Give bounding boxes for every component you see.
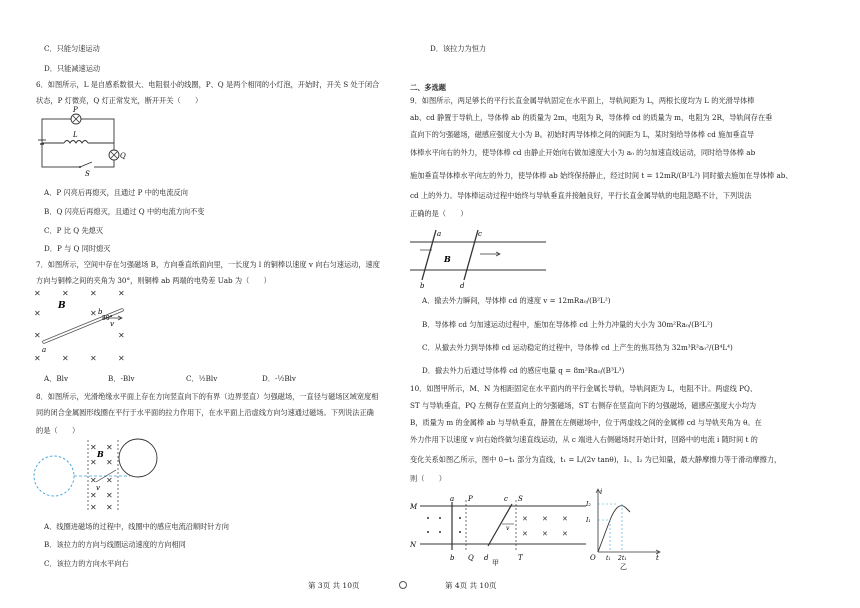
svg-text:✕: ✕ (90, 476, 97, 485)
svg-text:✕: ✕ (562, 515, 568, 523)
q9-label-c: c (478, 230, 482, 238)
q8-label-v: v (96, 484, 100, 492)
footer-page-right: 第 4页 共 10页 (445, 581, 497, 590)
q10-figure-jia (410, 494, 590, 566)
svg-text:✕: ✕ (522, 530, 528, 538)
q6-circuit-figure (30, 106, 140, 178)
q10-caption-yi: 乙 (620, 563, 627, 570)
q7-label-b: B (58, 301, 66, 311)
q7-label-b-end: b (98, 308, 103, 316)
svg-text:✕: ✕ (90, 443, 97, 452)
svg-text:✕: ✕ (106, 503, 113, 512)
svg-text:✕: ✕ (542, 515, 548, 523)
q7-magnetic-field-figure (32, 286, 132, 364)
q10-label-a: a (450, 495, 455, 503)
q7-option-d: D．-½Blv (262, 374, 296, 383)
q9-stem-line1: 9．如图所示，两足够长的平行长直金属导轨固定在水平面上，导轨间距为 L，两根长度均为 L 的光滑导体棒 (410, 96, 755, 105)
q9-stem-line6: cd 上的外力。导体棒运动过程中始终与导轨垂直并接触良好，平行长直金属导轨的电阻忽略不计，下列说法 (410, 191, 752, 200)
q10-stem-line5: 变化关系如图乙所示，图中 0~t₁ 部分为直线，t₁ = L/(2v tanθ)，I₁、I₂ 为已知量，最大静摩擦力等于滑动摩擦力， (410, 455, 782, 464)
svg-text:✕: ✕ (90, 503, 97, 512)
q9-option-c: C．从撤去外力到导体棒 cd 运动稳定的过程中，导体棒 cd 上产生的焦耳热为 32m³R²a₀²/(B⁴L⁴) (422, 343, 733, 352)
q6-label-s: S (85, 170, 90, 178)
svg-text:✕: ✕ (90, 491, 97, 500)
q10-yi-label-i2: I₂ (586, 501, 591, 508)
svg-text:✕: ✕ (106, 443, 113, 452)
q9-option-b: B．导体棒 cd 匀加速运动过程中，施加在导体棒 cd 上外力冲量的大小为 30m²Ra₀/(B²L²) (422, 320, 713, 329)
q10-label-m: M (410, 503, 418, 511)
q10-stem-line2: ST 与导轨垂直，PQ 左侧存在竖直向上的匀强磁场，ST 右侧存在竖直向下的匀强磁场，磁感应强度大小均为 (410, 401, 757, 410)
q7-stem-line2: 方向与铜棒之间的夹角为 30°，则铜棒 ab 两端的电势差 Uab 为（ ） (36, 276, 271, 285)
q10-yi-label-t1: t₁ (606, 555, 611, 562)
q6-option-c: C．P 比 Q 先熄灭 (44, 226, 104, 235)
q10-yi-label-2t1: 2t₁ (618, 555, 627, 562)
svg-text:✕: ✕ (118, 331, 125, 340)
q7-option-c: C．½Blv (186, 374, 218, 383)
q7-stem-line1: 7．如图所示，空间中存在匀强磁场 B，方向垂直纸面向里，一长度为 l 的铜棒以速度 v 向右匀速运动，速度 (36, 260, 380, 269)
q10-label-n: N (410, 541, 417, 549)
q6-label-p: P (73, 106, 78, 114)
svg-text:✕: ✕ (542, 530, 548, 538)
q9-stem-line5: 施加垂直导体棒水平向左的外力，使导体棒 ab 始终保持静止，经过时间 t = 12mR/(B²L²) 同时撤去施加在导体棒 ab、 (410, 171, 793, 180)
q6-option-a: A．P 闪亮后再熄灭，且通过 P 中的电流反向 (44, 188, 188, 197)
q10-caption-jia: 甲 (492, 559, 499, 566)
q9-stem-line4: 体棒水平向右的外力，使导体棒 cd 由静止开始向右做加速度大小为 a₀ 的匀加速直线运动，同时给导体棒 ab (410, 148, 756, 157)
svg-text:✕: ✕ (34, 309, 41, 318)
q5-option-d: D．只能减速运动 (44, 64, 101, 73)
q10-label-q: Q (468, 554, 474, 562)
q10-stem-line3: B，质量为 m 的金属棒 ab 与导轨垂直，静置在左侧磁场中，位于两虚线之间的金属棒 cd 与导轨夹角为 θ。在 (410, 418, 762, 427)
svg-text:✕: ✕ (522, 515, 528, 523)
q7-label-v: v (110, 320, 114, 328)
q6-option-b: B．Q 闪亮后再熄灭，且通过 Q 中的电流方向不变 (44, 207, 205, 216)
q10-label-b: b (450, 554, 455, 562)
q9-rails-figure (410, 220, 550, 290)
svg-text:✕: ✕ (106, 476, 113, 485)
q10-yi-axis-i: i (600, 488, 603, 496)
q8-stem-line2: 同的闭合金属圆形线圈在平行于水平面的拉力作用下，在水平面上沿虚线方向匀速通过磁场。下列说法正确 (36, 408, 374, 417)
q9-stem-line7: 正确的是（ ） (410, 209, 468, 218)
svg-text:✕: ✕ (90, 309, 97, 318)
svg-text:✕: ✕ (90, 354, 97, 363)
q9-stem-line3: 直向下的匀强磁场，磁感应强度大小为 B。初始时两导体棒之间的间距为 L，某时刻给导体棒 cd 施加垂直导 (410, 130, 755, 139)
q10-label-t: T (518, 554, 523, 562)
footer-page-left: 第 3页 共 10页 (308, 581, 360, 590)
q8-label-b: B (97, 449, 104, 459)
q10-stem-line4: 外力作用下以速度 v 向右始终做匀速直线运动，从 c 端进入右侧磁场时开始计时，回路中的电流 i 随时间 t 的 (410, 435, 758, 444)
svg-text:✕: ✕ (562, 530, 568, 538)
svg-text:✕: ✕ (90, 458, 97, 467)
q8-option-b: B．该拉力的方向与线圈运动速度的方向相同 (44, 540, 186, 549)
q8-stem-line1: 8．如图所示，光滑绝缘水平面上存在方向竖直向下的有界（边界竖直）匀强磁场，一直径与磁场区域宽度相 (36, 392, 379, 401)
q5-option-c: C．只能匀速运动 (44, 44, 100, 53)
q10-label-v: v (506, 525, 510, 532)
svg-text:✕: ✕ (118, 354, 125, 363)
q9-label-b-end: b (420, 282, 425, 290)
q7-label-angle: 30° (102, 315, 113, 322)
q8-option-c: C．该拉力的方向水平向右 (44, 559, 129, 568)
q10-figure-yi (584, 486, 664, 570)
q10-stem-line6: 则（ ） (410, 474, 446, 483)
svg-text:✕: ✕ (62, 289, 69, 298)
q6-stem-line1: 6．如图所示，L 是自感系数很大、电阻很小的线圈，P、Q 是两个相同的小灯泡，开始时，开关 S 处于闭合 (36, 80, 380, 89)
q8-option-d: D．该拉力为恒力 (430, 44, 487, 53)
q6-label-l: L (73, 131, 78, 139)
section-heading-multiple-choice: 二、多选题 (410, 83, 446, 92)
q10-yi-axis-t: t (656, 554, 659, 562)
q7-option-b: B．-Blv (108, 374, 135, 383)
svg-text:✕: ✕ (90, 289, 97, 298)
q10-label-p: P (468, 495, 473, 503)
svg-text:✕: ✕ (34, 289, 41, 298)
page-divider-dot-icon (399, 581, 407, 589)
q6-label-q: Q (120, 152, 126, 160)
q7-option-a: A．Blv (44, 374, 69, 383)
q9-label-d: d (460, 282, 465, 290)
q9-label-field: B (444, 254, 451, 264)
q8-stem-line3: 的是（ ） (36, 426, 80, 435)
q8-option-a: A．线圈进磁场的过程中，线圈中的感应电流沿顺时针方向 (44, 522, 229, 531)
svg-text:✕: ✕ (34, 354, 41, 363)
svg-text:✕: ✕ (34, 331, 41, 340)
svg-text:✕: ✕ (106, 458, 113, 467)
q10-yi-label-i1: I₁ (586, 517, 591, 524)
q7-label-a-end: a (42, 346, 47, 354)
svg-text:✕: ✕ (62, 354, 69, 363)
q10-label-d: d (484, 554, 489, 562)
q6-option-d: D．P 与 Q 同时熄灭 (44, 244, 111, 253)
q9-label-a: a (437, 230, 442, 238)
q10-yi-origin: O (590, 554, 596, 562)
q9-stem-line2: ab、cd 静置于导轨上，导体棒 ab 的质量为 2m，电阻为 R，导体棒 cd 的质量为 m，电阻为 2R，导轨间存在垂 (410, 113, 773, 122)
q10-label-c: c (504, 495, 508, 503)
q10-label-s: S (518, 495, 523, 503)
svg-text:✕: ✕ (106, 491, 113, 500)
q9-option-d: D．撤去外力后通过导体棒 cd 的感应电量 q = 8m²Ra₀/(B³L³) (422, 366, 625, 375)
svg-text:✕: ✕ (118, 289, 125, 298)
q6-stem-line2: 状态，P 灯微亮，Q 灯正常发光，断开开关（ ） (36, 96, 203, 105)
q8-coil-figure (32, 438, 162, 512)
q9-option-a: A．撤去外力瞬间，导体棒 cd 的速度 v = 12mRa₀/(B²L²) (422, 296, 611, 305)
q10-stem-line1: 10．如图甲所示，M、N 为相距固定在水平面内的平行金属长导轨，导轨间距为 L，电阻不计。两虚线 PQ、 (410, 384, 758, 393)
